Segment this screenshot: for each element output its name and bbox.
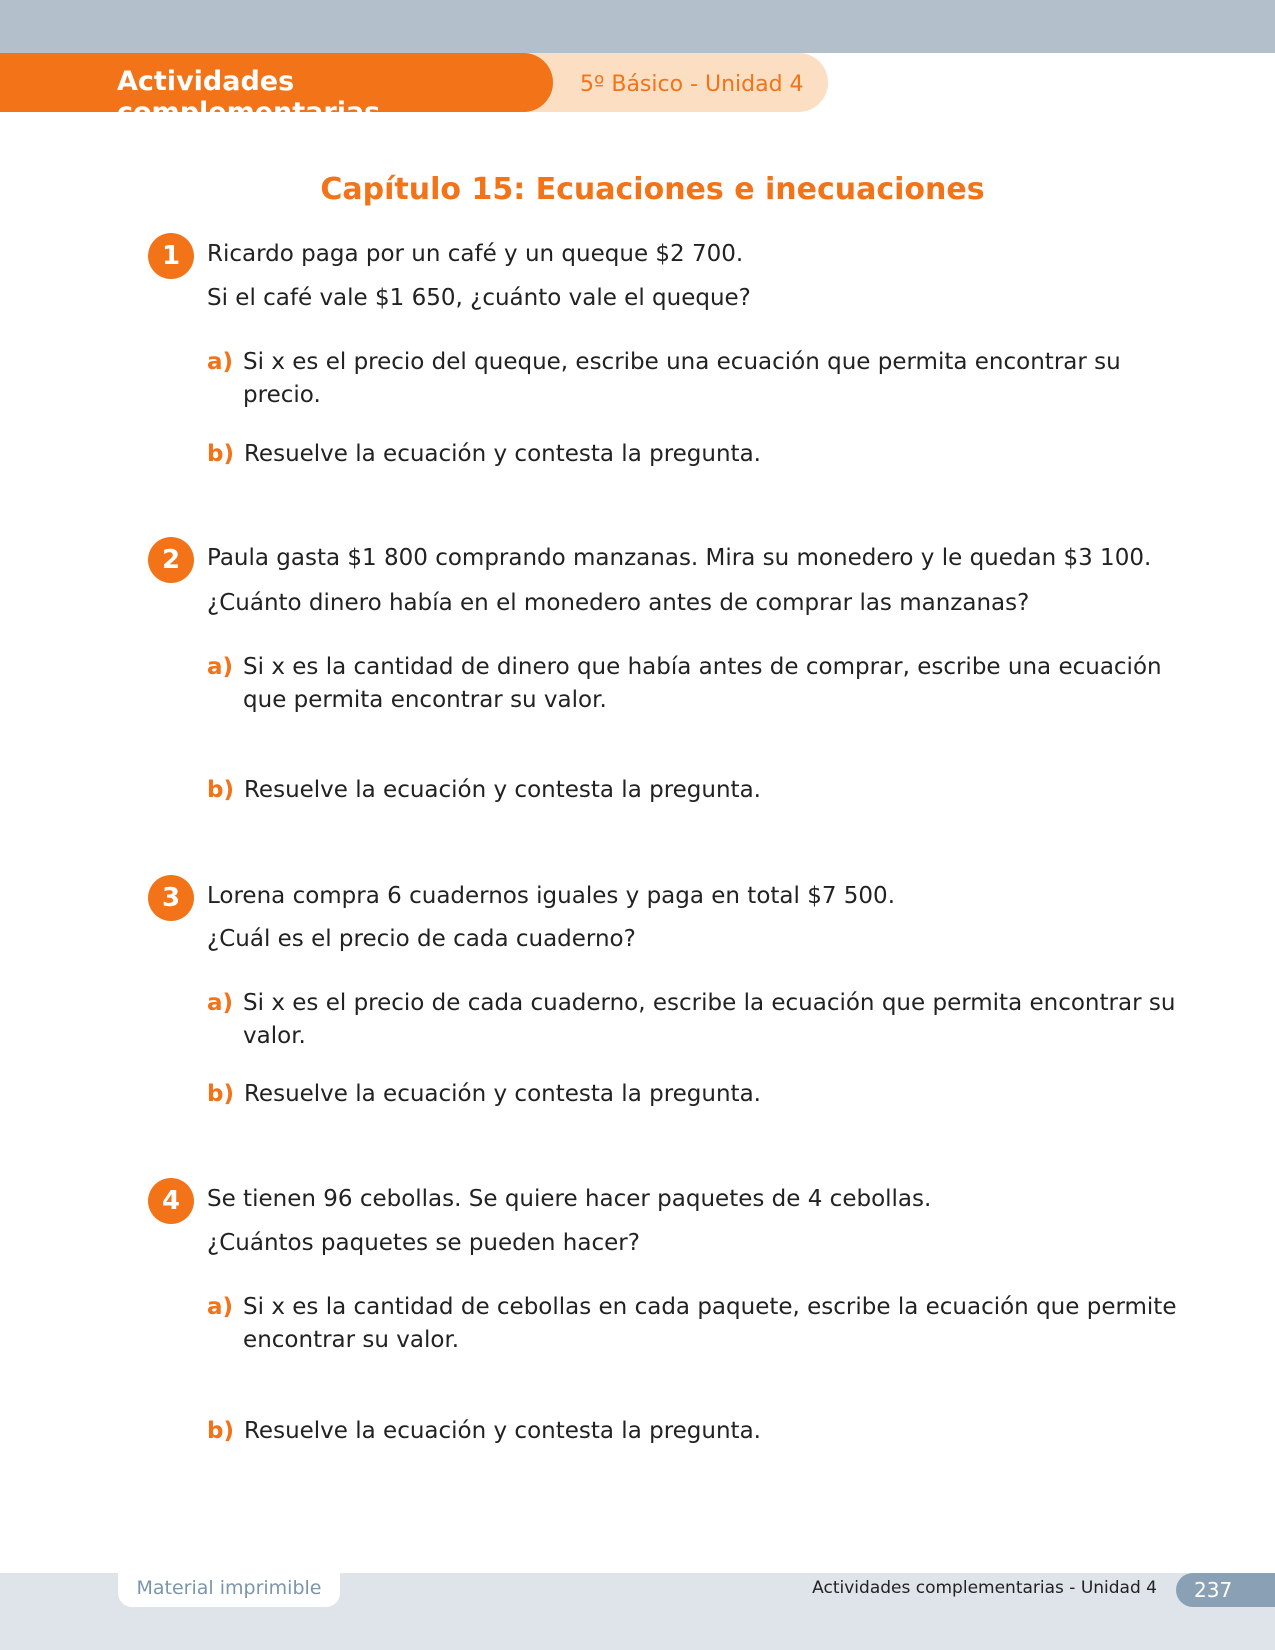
problem-statement: ¿Cuánto dinero había en el monedero antes de comprar las manzanas? (207, 590, 1030, 616)
problem-number: 3 (148, 875, 194, 921)
problem-statement: ¿Cuántos paquetes se pueden hacer? (207, 1230, 640, 1256)
subquestion-text: Resuelve la ecuación y contesta la pregunta. (243, 441, 761, 467)
subquestion-text: Si x es la cantidad de dinero que había antes de comprar, escribe una ecuación que permita encontrar su valor. (243, 654, 1162, 713)
problem-statement: Paula gasta $1 800 comprando manzanas. Mira su monedero y le quedan $3 100. (207, 545, 1152, 571)
subquestion-label: a) (207, 349, 234, 375)
problem-statement: Se tienen 96 cebollas. Se quiere hacer paquetes de 4 cebollas. (207, 1186, 932, 1212)
problem-number: 4 (148, 1178, 194, 1224)
subquestion-text: Si x es el precio de cada cuaderno, escribe la ecuación que permita encontrar su valor. (243, 990, 1176, 1049)
subquestion-b (207, 1415, 1197, 1448)
section-tab (0, 53, 553, 128)
subquestion-label: a) (207, 990, 234, 1016)
subquestion-label: b) (207, 1081, 234, 1107)
problem-number: 1 (148, 233, 194, 279)
subquestion-text: Resuelve la ecuación y contesta la pregunta. (243, 1081, 761, 1107)
subquestion-b (207, 1078, 1197, 1111)
problem-number: 2 (148, 537, 194, 583)
subquestion-a (207, 346, 1197, 412)
problem-statement: Lorena compra 6 cuadernos iguales y paga en total $7 500. (207, 883, 896, 909)
subquestion-label: a) (207, 654, 234, 680)
top-bar (0, 0, 1275, 53)
subquestion-b (207, 438, 1197, 471)
subquestion-label: b) (207, 441, 234, 467)
subquestion-text: Resuelve la ecuación y contesta la pregunta. (243, 1418, 761, 1444)
unit-label: 5º Básico - Unidad 4 (580, 72, 804, 97)
subquestion-text: Si x es el precio del queque, escribe una ecuación que permita encontrar su precio. (243, 349, 1121, 408)
subquestion-a (207, 651, 1197, 717)
subquestion-label: b) (207, 1418, 234, 1444)
footer-text: Actividades complementarias - Unidad 4 (812, 1578, 1157, 1598)
subquestion-a (207, 1291, 1197, 1357)
chapter-title: Capítulo 15: Ecuaciones e inecuaciones (320, 172, 985, 207)
subquestion-b (207, 774, 1197, 807)
subquestion-a (207, 987, 1197, 1053)
problem-statement: Ricardo paga por un café y un queque $2 700. (207, 241, 744, 267)
footer-tab: Material imprimible (118, 1573, 340, 1607)
problem-statement: ¿Cuál es el precio de cada cuaderno? (207, 926, 636, 952)
subquestion-text: Resuelve la ecuación y contesta la pregunta. (243, 777, 761, 803)
page-number: 237 (1176, 1573, 1275, 1607)
subquestion-text: Si x es la cantidad de cebollas en cada paquete, escribe la ecuación que permite encontrar su valor. (243, 1294, 1177, 1353)
subquestion-label: b) (207, 777, 234, 803)
subquestion-label: a) (207, 1294, 234, 1320)
problem-statement: Si el café vale $1 650, ¿cuánto vale el queque? (207, 285, 751, 311)
section-label: Actividades complementarias (117, 66, 381, 128)
